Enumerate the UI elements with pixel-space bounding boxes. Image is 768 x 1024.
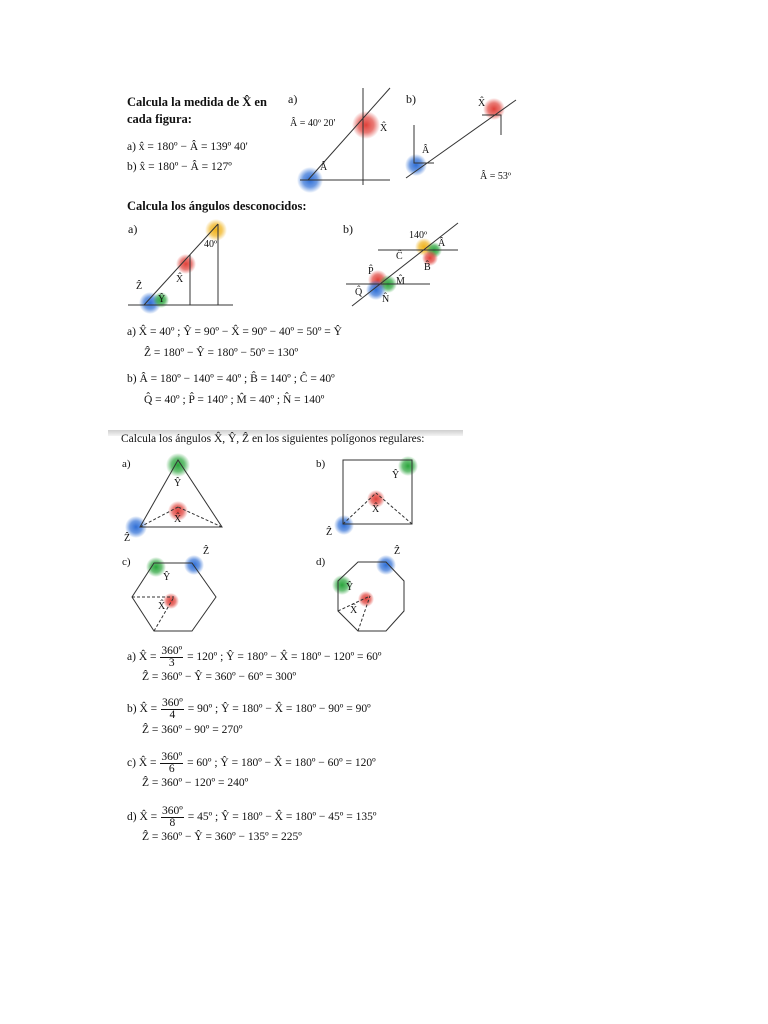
problem3-solution-b-line2: Ẑ = 360º − 90º = 270º: [142, 724, 243, 736]
fig2b-angle-m: M̂: [396, 276, 405, 287]
fig2b-angle-c: Ĉ: [396, 251, 403, 262]
problem3-title: Calcula los ángulos X̂, Ŷ, Ẑ en los siguientes polígonos regulares:: [121, 433, 425, 445]
fig3a-angle-z: Ẑ: [124, 533, 131, 544]
problem3-solution-c-line2: Ẑ = 360º − 120º = 240º: [142, 777, 249, 789]
problem3-solution-d: d) X̂ = $\frac{\text{360º}}{8}$ = 45º ; Ŷ = 180º − X̂ = 180º − 45º = 135º: [127, 805, 377, 829]
fig3d-angle-x: X̂: [350, 605, 358, 616]
fig2b-angle-140: 140º: [409, 230, 428, 241]
fig3a-angle-x: X̂: [174, 514, 182, 525]
fig1a-diagram: [288, 85, 408, 185]
problem3-solution-c: c) X̂ = $\frac{\text{360º}}{6}$ = 60º ; Ŷ = 180º − X̂ = 180º − 60º = 120º: [127, 751, 376, 775]
fig3c-hexagon: [128, 555, 223, 635]
problem2-solution-a1: a) X̂ = 40º ; Ŷ = 90º − X̂ = 90º − 40º = 50º = Ŷ: [127, 326, 342, 338]
problem1-solution-b: b) x̂ = 180º − Â = 127º: [127, 161, 232, 173]
fig2b-angle-n: N̂: [382, 294, 390, 305]
problem1-title-line2: cada figura:: [127, 112, 192, 126]
fig2b-angle-q: Q̂: [355, 287, 363, 298]
fig2a-angle-z: Ẑ: [136, 281, 143, 292]
fig2a-diagram: [128, 220, 238, 310]
problem2-title: Calcula los ángulos desconocidos:: [127, 199, 307, 213]
fig1a-angle-x: X̂: [380, 123, 388, 134]
fig3a-triangle: [122, 455, 232, 545]
fig2a-angle-x: X̂: [176, 274, 184, 285]
fig2b-angle-p: P̂: [368, 266, 374, 277]
fig3c-angle-x: X̂: [158, 601, 166, 612]
fig3b-angle-y: Ŷ: [392, 470, 400, 481]
fig3d-tag: d): [316, 556, 326, 568]
fig3a-tag: a): [122, 458, 131, 470]
fig3a-angle-y: Ŷ: [174, 478, 182, 489]
fig2b-angle-b: B̂: [424, 262, 431, 273]
fig3c-tag: c): [122, 556, 131, 568]
fig1a-given-angle: Â = 40º 20': [290, 118, 336, 129]
fig3d-angle-y: Ŷ: [346, 582, 354, 593]
problem3-solution-d-line2: Ẑ = 360º − Ŷ = 360º − 135º = 225º: [142, 831, 302, 843]
problem3-solution-a: a) X̂ = $\frac{\text{360º}}{3}$ = 120º ; Ŷ = 180º − X̂ = 180º − 120º = 60º: [127, 645, 382, 669]
fig3c-angle-z: Ẑ: [203, 546, 210, 557]
fig3c-angle-y: Ŷ: [163, 572, 171, 583]
fig2b-tag: b): [343, 222, 353, 236]
problem1-title-line1: Calcula la medida de X̂ en: [127, 95, 267, 109]
problem3-solution-b: b) X̂ = $\frac{\text{360º}}{4}$ = 90º ; Ŷ = 180º − X̂ = 180º − 90º = 90º: [127, 697, 371, 721]
problem1-solution-a: a) x̂ = 180º − Â = 139º 40': [127, 141, 248, 153]
fig2a-angle-y: Ŷ: [158, 294, 166, 305]
problem2-solution-b1: b) Â = 180º − 140º = 40º ; B̂ = 140º ; Ĉ = 40º: [127, 373, 335, 385]
fig2b-angle-a: Â: [438, 238, 446, 249]
fig1b-tag: b): [406, 92, 416, 106]
fig1a-tag: a): [288, 92, 298, 106]
fig3b-angle-z: Ẑ: [326, 527, 333, 538]
fig3b-square: [330, 455, 420, 540]
fig3b-tag: b): [316, 458, 326, 470]
fig3b-angle-x: X̂: [372, 504, 380, 515]
fig2a-tag: a): [128, 222, 138, 236]
problem3-solution-a-line2: Ẑ = 360º − Ŷ = 360º − 60º = 300º: [142, 671, 297, 683]
fig1b-given-angle: Â = 53º: [480, 171, 511, 182]
problem2-solution-a2: Ẑ = 180º − Ŷ = 180º − 50º = 130º: [144, 347, 299, 359]
fig3d-angle-z: Ẑ: [394, 546, 401, 557]
fig1a-angle-a: Â: [320, 162, 328, 173]
fig1b-angle-a: Â: [422, 145, 430, 156]
fig1b-angle-x: X̂: [478, 98, 486, 109]
fig3d-octagon: [330, 555, 415, 640]
fig2a-angle-40: 40º: [204, 239, 218, 250]
problem2-solution-b2: Q̂ = 40º ; P̂ = 140º ; M̂ = 40º ; N̂ = 140º: [144, 394, 325, 406]
